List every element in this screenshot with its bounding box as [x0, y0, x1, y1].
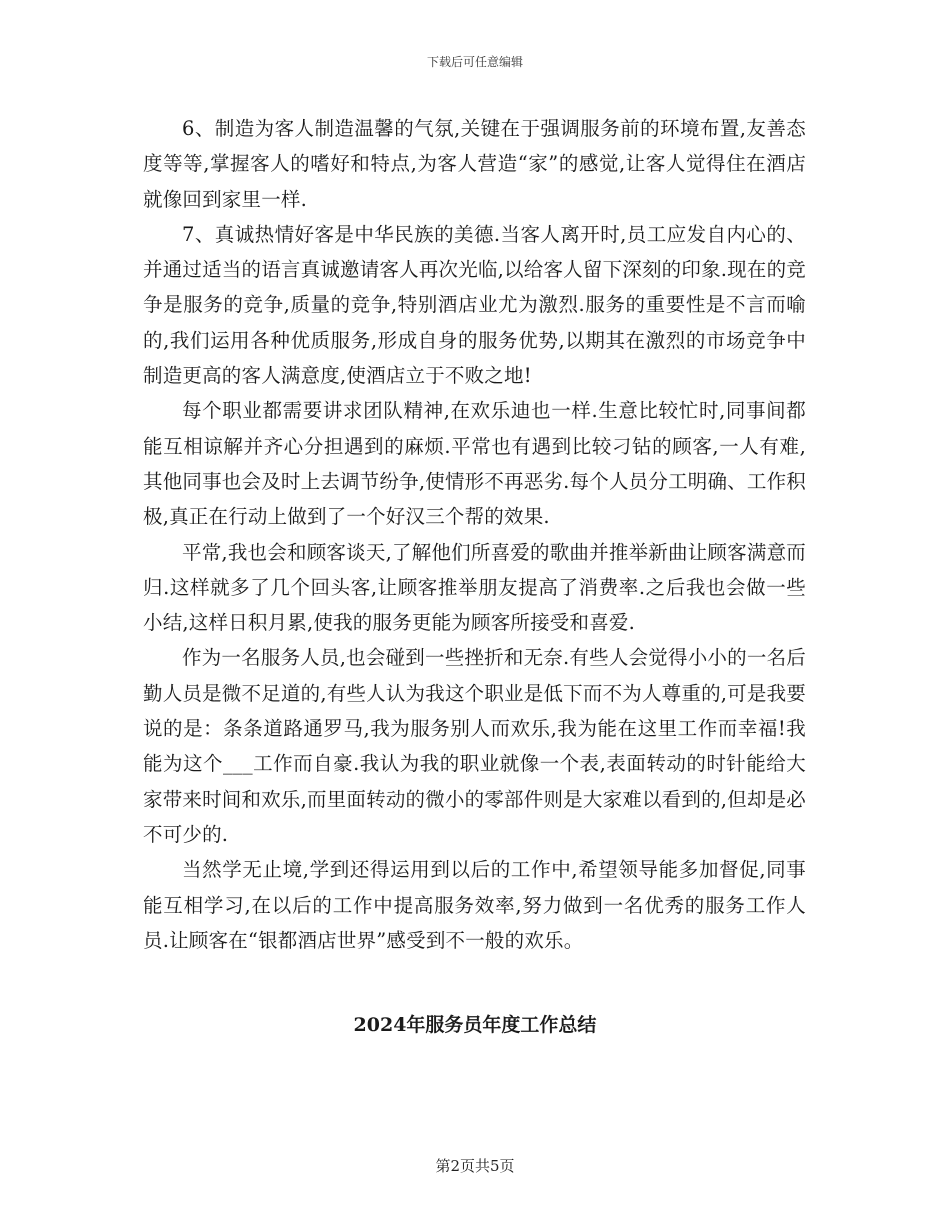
paragraph-4: 平常,我也会和顾客谈天,了解他们所喜爱的歌曲并推举新曲让顾客满意而归.这样就多了几个回头客,让顾客推举朋友提高了消费率.之后我也会做一些小结,这样日积月累,使我的服务更能为顾客所接受和喜爱.	[143, 540, 806, 635]
section-title: 2024年服务员年度工作总结	[353, 1014, 597, 1036]
paragraph-2: 7、真诚热情好客是中华民族的美德.当客人离开时,员工应发自内心的、并通过适当的语言真诚邀请客人再次光临,以给客人留下深刻的印象.现在的竞争是服务的竞争,质量的竞争,特别酒店业尤为激烈.服务的重要性是不言而喻的,我们运用各种优质服务,形成自身的服务优势,以期其在激烈的市场竞争中制造更高的客人满意度,使酒店立于不败之地!	[143, 222, 806, 388]
document-body	[143, 111, 806, 958]
paragraph-1: 6、制造为客人制造温馨的气氛,关键在于强调服务前的环境布置,友善态度等等,掌握客人的嗜好和特点,为客人营造“家”的感觉,让客人觉得住在酒店就像回到家里一样.	[143, 117, 806, 211]
paragraph-5: 作为一名服务人员,也会碰到一些挫折和无奈.有些人会觉得小小的一名后勤人员是微不足道的,有些人认为我这个职业是低下而不为人尊重的,可是我要说的是：条条道路通罗马,我为服务别人而欢乐,我为能在这里工作而幸福!我能为这个___工作而自豪.我认为我的职业就像一个表,表面转动的时针能给大家带来时间和欢乐,而里面转动的微小的零部件则是大家难以看到的,但却是必不可少的.	[143, 646, 806, 846]
paragraph-3: 每个职业都需要讲求团队精神,在欢乐迪也一样.生意比较忙时,同事间都能互相谅解并齐心分担遇到的麻烦.平常也有遇到比较刁钻的顾客,一人有难,其他同事也会及时上去调节纷争,使情形不再恶劣.每个人员分工明确、工作积极,真正在行动上做到了一个好汉三个帮的效果.	[143, 399, 806, 529]
page-header: 下载后可任意编辑	[426, 55, 523, 69]
paragraph-6: 当然学无止境,学到还得运用到以后的工作中,希望领导能多加督促,同事能互相学习,在以后的工作中提高服务效率,努力做到一名优秀的服务工作人员.让顾客在“银都酒店世界”感受到不一般的欢乐。	[143, 858, 806, 952]
page-footer: 第2页共5页	[435, 1157, 515, 1175]
